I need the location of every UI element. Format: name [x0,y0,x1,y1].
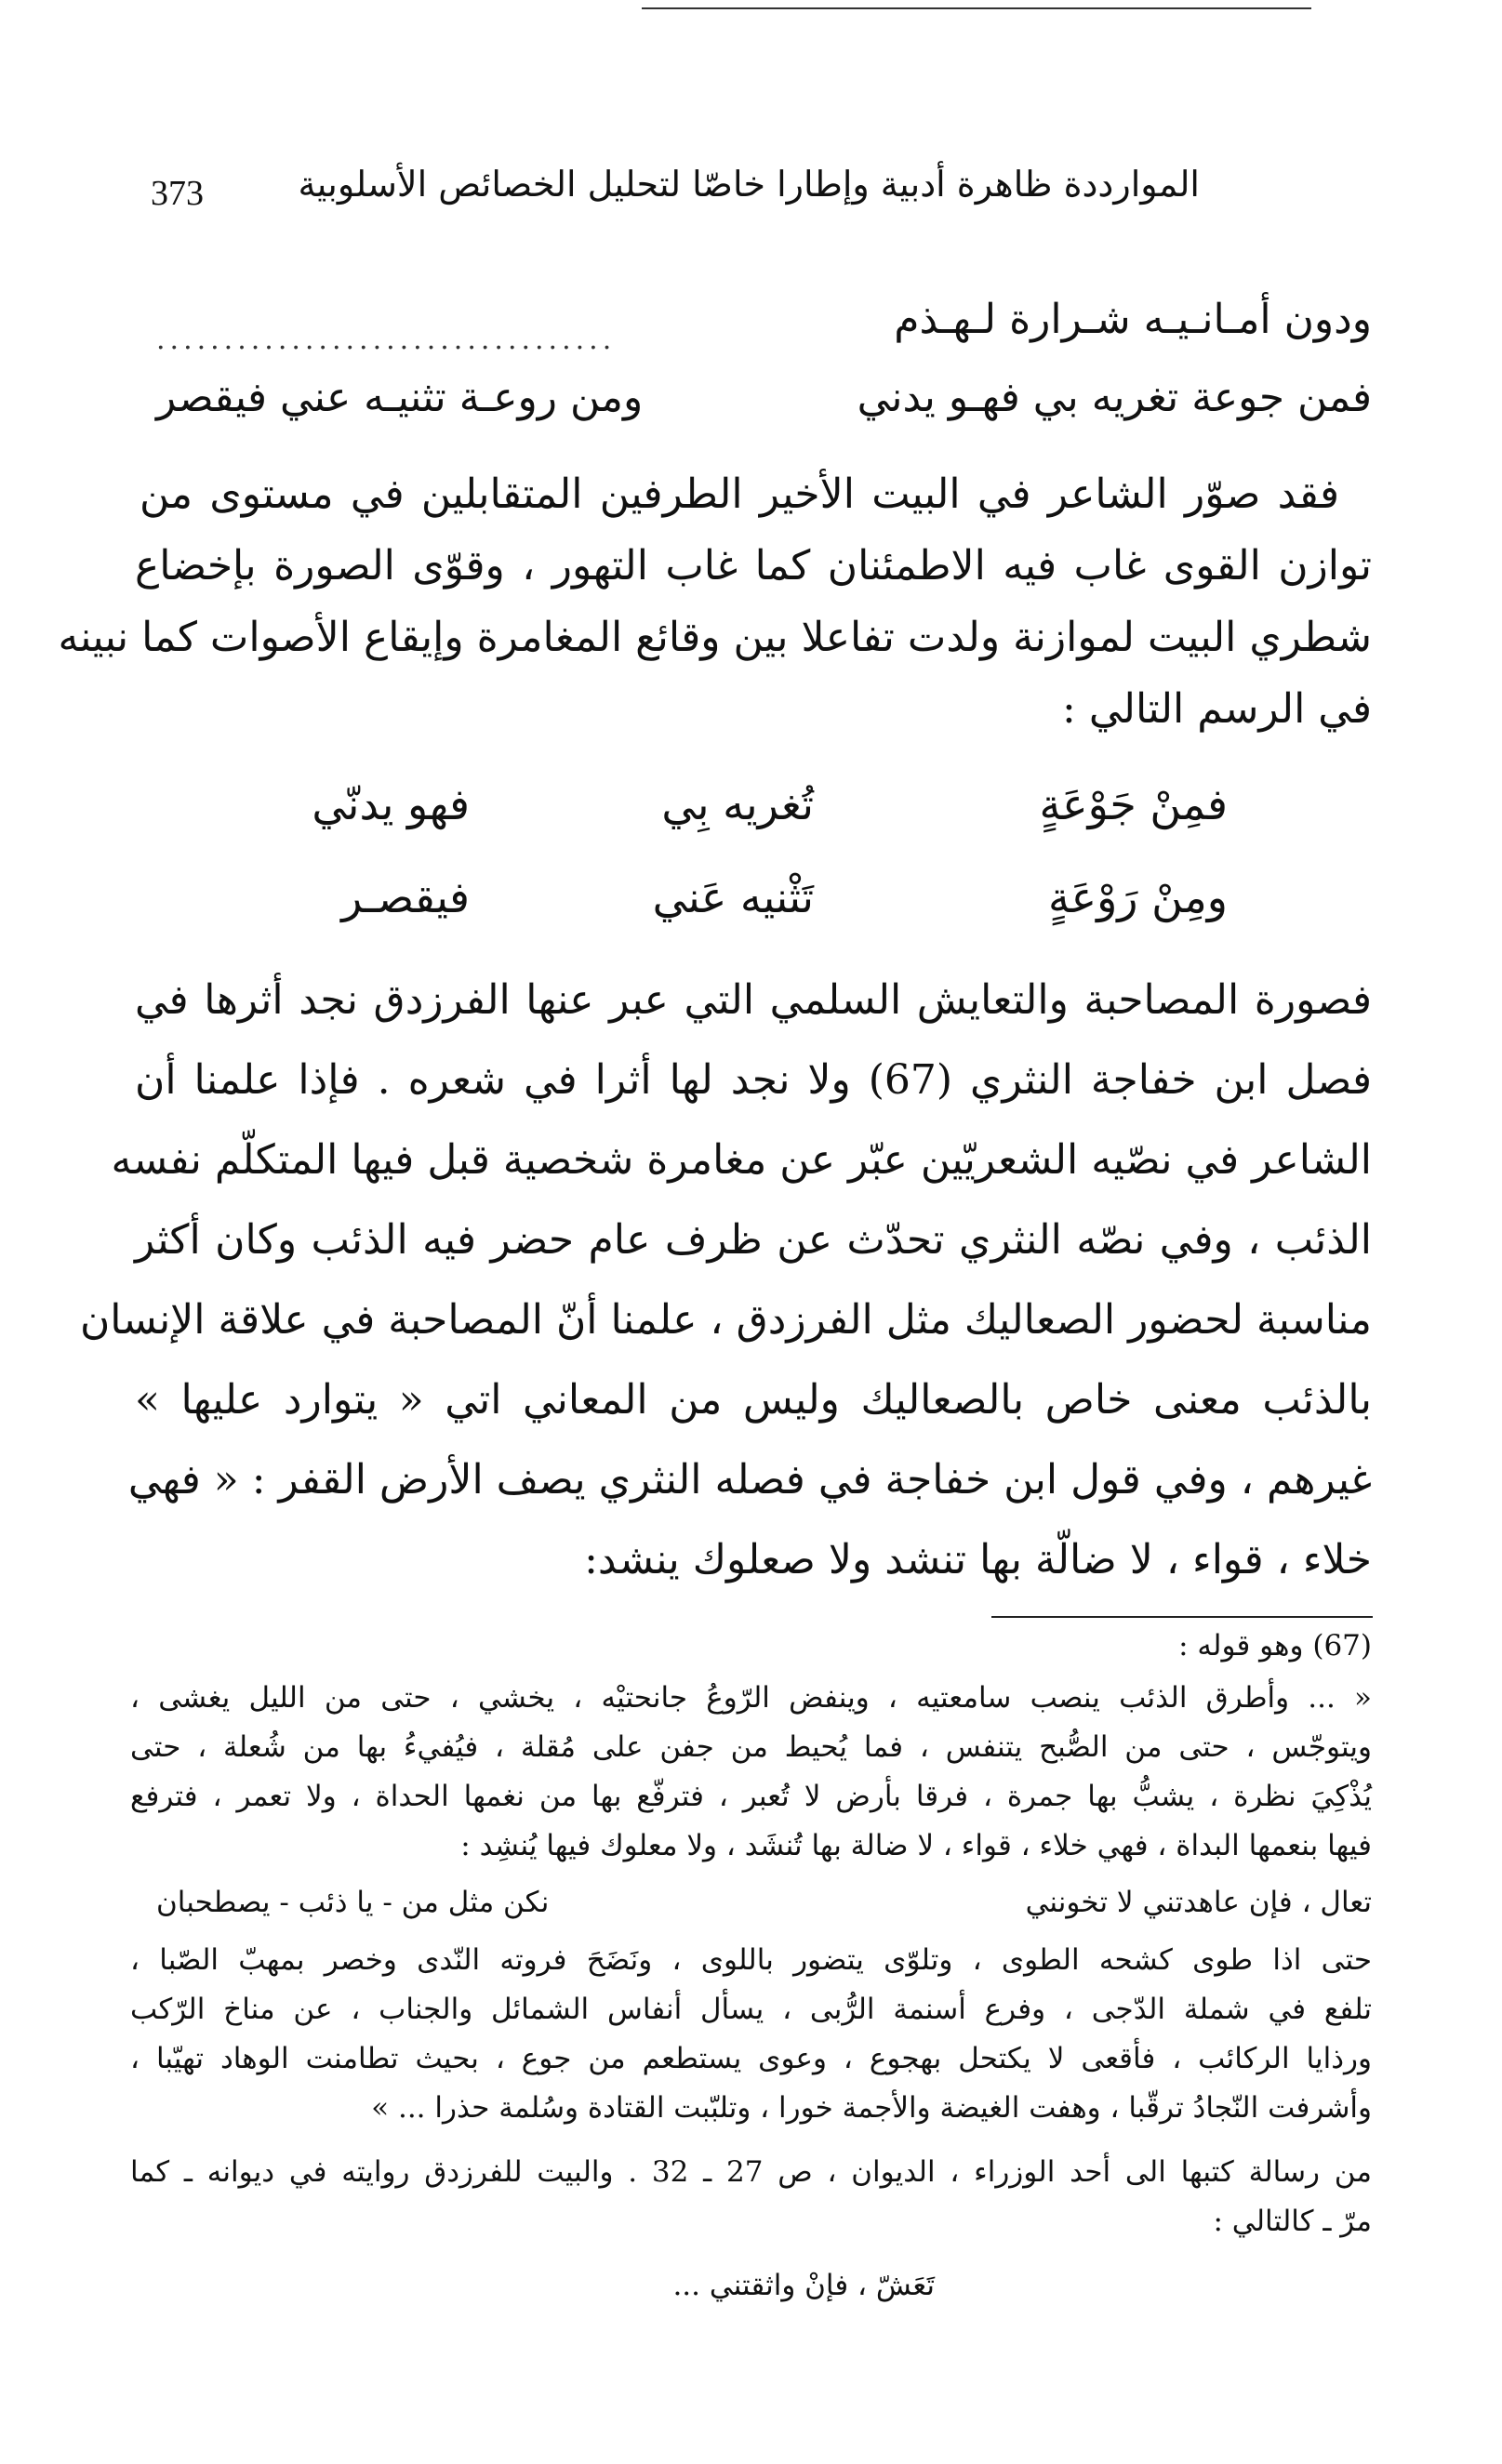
footnote-line: فيها بنعمها البداة ، فهي خلاء ، قواء ، لا ضالة بها تُنشَد ، ولا معلوك فيها يُنشِد : [460,1829,1372,1862]
paragraph-line: فصل ابن خفاجة النثري (67) ولا نجد لها أثرا في شعره . فإذا علمنا أن [135,1056,1372,1104]
footnote-line: حتى اذا طوى كشحه الطوى ، وتلوّى يتضور باللوى ، ونَضَحَ فروته النّدى وخصر بمهبّ الصّبا ، [130,1943,1372,1977]
paragraph-line: توازن القوى غاب فيه الاطمئنان كما غاب التهور ، وقوّى الصورة بإخضاع [135,542,1372,590]
paragraph-line: فقد صوّر الشاعر في البيت الأخير الطرفين المتقابلين في مستوى من [140,470,1339,518]
diagram-cell: تَثْنيه عَني [652,872,814,922]
footnote-source-line: مرّ ـ كالتالي : [1213,2205,1372,2238]
footnote-line: يُذْكِيَ نظرة ، يشبُّ بها جمرة ، فرقا بأرض لا تُعبر ، فترفّع بها من نغمها الحداة ، ولا تعمر ، فترفع [130,1780,1372,1813]
footnote-verse-first-hemistich: تعال ، فإن عاهدتني لا تخونني [1025,1886,1372,1919]
diagram-cell: فيقصـر [341,872,470,922]
diagram-cell: تُغريه بِي [661,779,814,829]
paragraph-line: الشاعر في نصّيه الشعريّين عبّر عن مغامرة شخصية قبل فيها المتكلّم نفسه [111,1136,1372,1184]
running-title: الموارددة ظاهرة أدبية وإطارا خاصّا لتحليل الخصائص الأسلوبية [298,164,1200,205]
verse-line-1: ودون أمـانـيـه شـرارة لـهـذم [894,296,1372,343]
paragraph-line: مناسبة لحضور الصعاليك مثل الفرزدق ، علمنا أنّ المصاحبة في علاقة الإنسان [79,1296,1372,1344]
footnote-verse-second-hemistich: نكن مثل من - يا ذئب - يصطحبان [156,1886,550,1919]
diagram-cell: ومِنْ رَوْعَةٍ [1047,872,1228,922]
verse-line-2-first-hemistich: فمن جوعة تغريه بي فهـو يدني [857,374,1372,421]
paragraph-line: غيرهم ، وفي قول ابن خفاجة في فصله النثري يصف الأرض القفر : « فهي [127,1456,1372,1504]
verse-line-2-second-hemistich: ومن روعـة تثنيـه عني فيقصر [156,374,644,421]
footnote-line: وأشرفت النّجادُ ترقّبا ، وهفت الغيضة والأجمة خورا ، وتلبّبت القتادة وسُلمة حذرا ... » [371,2091,1372,2125]
page-number: 373 [151,174,204,213]
paragraph-line: شطري البيت لموازنة ولدت تفاعلا بين وقائع المغامرة وإيقاع الأصوات كما نبينه [58,614,1372,661]
paragraph-line: الذئب ، وفي نصّه النثري تحدّث عن ظرف عام حضر فيه الذئب وكان أكثر [135,1216,1372,1264]
top-edge-rule [642,7,1311,9]
paragraph-line: في الرسم التالي : [1062,685,1372,733]
footnote-line: تلفع في شملة الدّجى ، وفرع أسنمة الرُّبى ، يسأل أنفاس الشمائل والجناب ، عن مناخ الرّكب [130,1993,1372,2026]
paragraph-line: خلاء ، قواء ، لا ضالّة بها تنشد ولا صعلوك ينشد: [584,1536,1372,1583]
diagram-cell: فهو يدنّي [312,779,470,829]
footnote-line: « ... وأطرق الذئب ينصب سامعتيه ، وينفض الرّوعُ جانحتيْه ، يخشي ، حتى من الليل يغشى ، [130,1681,1372,1715]
footnote-verse-variant: تَعَشّ ، فإنْ واثقتني ... [672,2269,935,2302]
paragraph-line: بالذئب معنى خاص بالصعاليك وليس من المعاني اتي « يتوارد عليها » [135,1376,1372,1424]
paragraph-line: فصورة المصاحبة والتعايش السلمي التي عبر عنها الفرزدق نجد أثرها في [135,976,1372,1024]
footnote-separator [991,1616,1373,1618]
footnote-line: ورذايا الركائب ، فأقعى لا يكتحل بهجوع ، وعوى يستطعم من جوع ، بحيث تطامنت الوهاد تهيّبا ، [130,2042,1372,2075]
diagram-cell: فمِنْ جَوْعَةٍ [1039,779,1228,829]
footnote-label: (67) وهو قوله : [1178,1629,1372,1663]
footnote-source-line: من رسالة كتبها الى أحد الوزراء ، الديوان ، ص 27 ـ 32 . والبيت للفرزدق روايته في ديوانه ـ كما [130,2155,1373,2189]
verse-ellipsis-dots: .................................. [156,324,617,356]
footnote-line: ويتوجّس ، حتى من الصُّبح يتنفس ، فما يُحيط من جفن على مُقلة ، فيُفيءُ بها من شُعلة ، حتى [130,1730,1372,1764]
